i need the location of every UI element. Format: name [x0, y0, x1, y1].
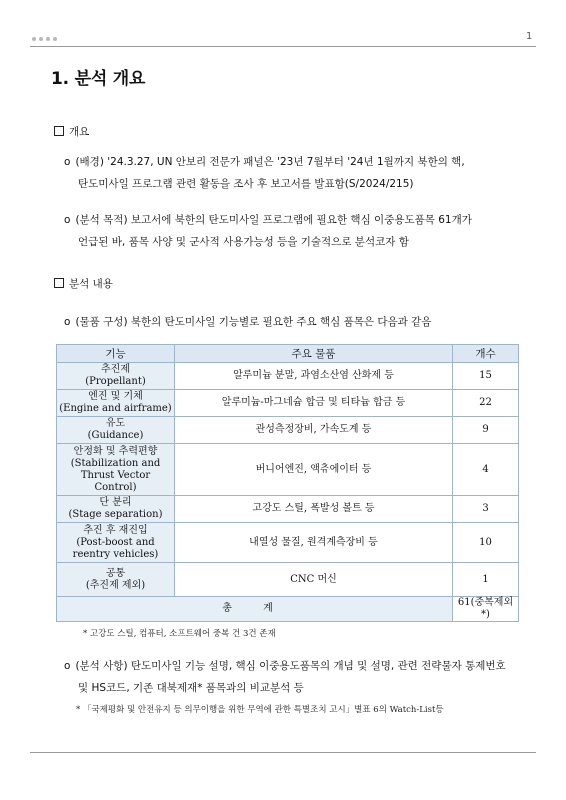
table-total-row [57, 597, 519, 622]
paragraph-analysis [64, 655, 534, 699]
paragraph-line: (물품 구성) 북한의 탄도미사일 기능별로 필요한 주요 핵심 품목은 다음과 같음 [75, 316, 432, 328]
items-cell: 버니어엔진, 액츄에이터 등 [175, 444, 453, 496]
function-name-en: Control) [94, 481, 137, 493]
header-dots [32, 37, 57, 41]
function-cell [57, 563, 175, 597]
column-header-count: 개수 [453, 345, 519, 363]
function-name-en: (Stabilization and [70, 457, 161, 469]
paragraph-background [64, 151, 534, 195]
function-name-en: reentry vehicles) [72, 548, 159, 560]
table-row [57, 363, 519, 390]
items-table [56, 344, 519, 622]
count-cell: 4 [453, 444, 519, 496]
checkbox-square-icon [54, 126, 64, 136]
function-cell [57, 417, 175, 444]
function-name: 추진제 [101, 364, 130, 375]
column-header-function: 기능 [57, 345, 175, 363]
section-overview-heading [54, 124, 89, 139]
function-cell [57, 496, 175, 523]
analysis-footnote: * 「국제평화 및 안전유지 등 의무이행을 위한 무역에 관한 특별조치 고시」별표 6의 Watch-List등 [76, 705, 444, 715]
table-row [57, 390, 519, 417]
items-cell: 내열성 물질, 원격계측장비 등 [175, 523, 453, 563]
table-header-row [57, 345, 519, 363]
paragraph-purpose [64, 209, 534, 253]
items-cell: CNC 머신 [175, 563, 453, 597]
paragraph-line: (분석 사항) 탄도미사일 기능 설명, 핵심 이중용도품목의 개념 및 설명, 관련 전략물자 통제번호 [75, 660, 506, 672]
footer-rule [30, 752, 536, 753]
table-row [57, 496, 519, 523]
paragraph-line: 및 HS코드, 기존 대북제재* 품목과의 비교분석 등 [78, 682, 304, 694]
function-name-en: (Guidance) [87, 430, 144, 441]
total-value: 61(중복제외*) [453, 597, 519, 622]
table-row [57, 444, 519, 496]
items-cell: 알루미늄-마그네슘 합금 및 티타늄 합금 등 [175, 390, 453, 417]
bullet-mark: o [64, 660, 71, 672]
function-cell [57, 523, 175, 563]
checkbox-square-icon [54, 278, 64, 288]
function-name: 단 분리 [99, 497, 132, 508]
count-cell: 10 [453, 523, 519, 563]
section-content-heading [54, 276, 113, 291]
paragraph-line: 탄도미사일 프로그램 관련 활동을 조사 후 보고서를 발표함(S/2024/215) [78, 178, 414, 190]
table-row [57, 523, 519, 563]
total-label: 총 계 [57, 597, 453, 622]
items-cell: 알루미늄 분말, 과염소산염 산화제 등 [175, 363, 453, 390]
function-cell [57, 363, 175, 390]
function-name-en: (Engine and airframe) [59, 403, 172, 414]
function-name-en: (Propellant) [85, 376, 146, 387]
count-cell: 1 [453, 563, 519, 597]
count-cell: 15 [453, 363, 519, 390]
paragraph-line: (배경) '24.3.27, UN 안보리 전문가 패널은 '23년 7월부터 '24년 1월까지 북한의 핵, [75, 156, 465, 168]
function-name-en: (추진제 제외) [85, 579, 146, 591]
items-cell: 고강도 스틸, 폭발성 볼트 등 [175, 496, 453, 523]
function-name: 공통 [105, 567, 126, 579]
bullet-mark: o [64, 316, 71, 328]
bullet-mark: o [64, 156, 71, 168]
count-cell: 3 [453, 496, 519, 523]
paragraph-line: 언급된 바, 품목 사양 및 군사적 사용가능성 등을 기술적으로 분석코자 함 [78, 236, 409, 248]
paragraph-composition [64, 311, 534, 333]
page-title: 1. 분석 개요 [51, 69, 146, 89]
paragraph-line: (분석 목적) 보고서에 북한의 탄도미사일 프로그램에 필요한 핵심 이중용도품목 61개가 [75, 214, 472, 226]
function-name: 엔진 및 기체 [88, 391, 143, 402]
section-heading-text: 개요 [69, 126, 90, 138]
count-cell: 9 [453, 417, 519, 444]
column-header-items: 주요 물품 [175, 345, 453, 363]
count-cell: 22 [453, 390, 519, 417]
table-row [57, 417, 519, 444]
section-heading-text: 분석 내용 [69, 278, 113, 290]
bullet-mark: o [64, 214, 71, 226]
table-footnote: * 고강도 스틸, 컴퓨터, 소프트웨어 중복 건 3건 존재 [83, 629, 276, 639]
function-cell [57, 390, 175, 417]
function-name-en: (Stage separation) [68, 509, 163, 520]
function-name: 안정화 및 추력편향 [73, 445, 158, 457]
function-name-en: Thrust Vector [80, 469, 151, 481]
header-rule [30, 46, 536, 47]
items-cell: 관성측정장비, 가속도계 등 [175, 417, 453, 444]
function-name-en: (Post-boost and [76, 536, 155, 548]
function-cell [57, 444, 175, 496]
page-number: 1 [526, 31, 533, 42]
function-name: 추진 후 재진입 [83, 524, 148, 536]
function-name: 유도 [105, 418, 126, 429]
table-row [57, 563, 519, 597]
